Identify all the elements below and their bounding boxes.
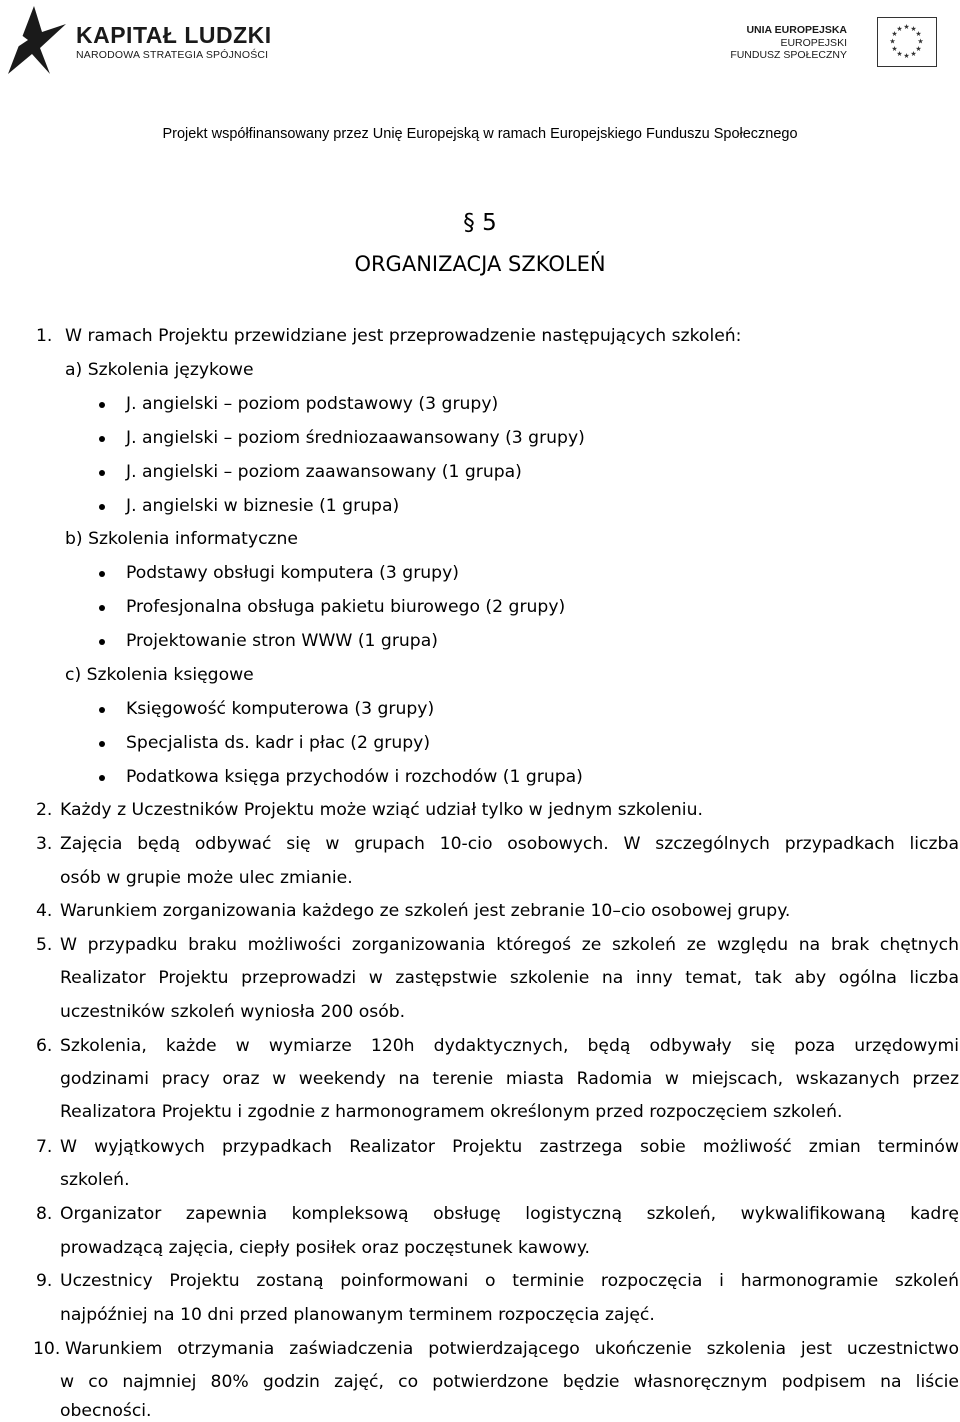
logo-subtitle: NARODOWA STRATEGIA SPÓJNOŚCI	[76, 49, 269, 61]
svg-text:★: ★	[910, 25, 917, 33]
bullet-icon	[99, 775, 105, 781]
kapital-ludzki-logo	[6, 4, 272, 76]
section-number: § 5	[463, 210, 497, 236]
item-number: 3.	[36, 834, 53, 854]
item-text: szkoleń.	[60, 1170, 130, 1190]
item-text: w co najmniej 80% godzin zajęć, co potwierdzone będzie własnoręcznym podpisem na liście	[60, 1372, 959, 1392]
list-item: J. angielski – poziom średniozaawansowany (3 grupy)	[126, 428, 585, 448]
list-item: Projektowanie stron WWW (1 grupa)	[126, 631, 438, 651]
sublist-label: a) Szkolenia językowe	[65, 360, 254, 380]
item-text: Każdy z Uczestników Projektu może wziąć udział tylko w jednym szkoleniu.	[60, 800, 703, 820]
list-item: J. angielski – poziom zaawansowany (1 grupa)	[126, 462, 522, 482]
eu-logo-line3: FUNDUSZ SPOŁECZNY	[730, 49, 847, 61]
item-text: osób w grupie może ulec zmianie.	[60, 868, 353, 888]
bullet-icon	[99, 470, 105, 476]
item-number: 9.	[36, 1271, 53, 1291]
item-number: 5.	[36, 935, 53, 955]
svg-text:★: ★	[903, 23, 910, 31]
svg-text:★: ★	[889, 37, 896, 46]
item-number: 10.	[33, 1339, 61, 1359]
item-text: Szkolenia, każde w wymiarze 120h dydaktycznych, będą odbywały się poza urzędowymi	[60, 1036, 959, 1056]
kapital-ludzki-emblem-icon	[6, 4, 68, 76]
svg-text:★: ★	[910, 50, 917, 58]
list-item: Podatkowa księga przychodów i rozchodów (1 grupa)	[126, 767, 583, 787]
list-item: Profesjonalna obsługa pakietu biurowego (2 grupy)	[126, 597, 566, 617]
eu-logo	[730, 16, 941, 68]
bullet-icon	[99, 605, 105, 611]
project-funding-line: Projekt współfinansowany przez Unię Europejską w ramach Europejskiego Funduszu Społecznego	[162, 126, 798, 142]
list-item: Księgowość komputerowa (3 grupy)	[126, 699, 435, 719]
item-text: W wyjątkowych przypadkach Realizator Projektu zastrzega sobie możliwość zmian terminów	[60, 1137, 959, 1157]
eu-logo-line2: EUROPEJSKI	[780, 37, 847, 49]
item-text: Warunkiem zorganizowania każdego ze szkoleń jest zebranie 10–cio osobowej grupy.	[60, 901, 791, 921]
item-number: 4.	[36, 901, 53, 921]
bullet-icon	[99, 504, 105, 510]
bullet-icon	[99, 402, 105, 408]
logo-title: KAPITAŁ LUDZKI	[76, 22, 272, 48]
svg-text:★: ★	[915, 30, 922, 38]
eu-logo-line1: UNIA EUROPEJSKA	[746, 24, 847, 36]
item-text: Zajęcia będą odbywać się w grupach 10-cio osobowych. W szczególnych przypadkach liczba	[60, 834, 959, 854]
bullet-icon	[99, 571, 105, 577]
item-text: W przypadku braku możliwości zorganizowania któregoś ze szkoleń ze względu na brak chętnych	[60, 935, 959, 955]
svg-text:★: ★	[896, 25, 903, 33]
item-text: Warunkiem otrzymania zaświadczenia potwierdzającego ukończenie szkolenia jest uczestnictwo	[65, 1339, 959, 1359]
section-title: ORGANIZACJA SZKOLEŃ	[354, 252, 606, 276]
item-number: 2.	[36, 800, 53, 820]
list-item: J. angielski w biznesie (1 grupa)	[126, 496, 400, 516]
svg-text:★: ★	[891, 45, 898, 53]
item-number: 7.	[36, 1137, 53, 1157]
list-item: Specjalista ds. kadr i płac (2 grupy)	[126, 733, 431, 753]
item-text: prowadzącą zajęcia, ciepły posiłek oraz poczęstunek kawowy.	[60, 1238, 590, 1258]
item-text: obecności.	[60, 1401, 152, 1421]
item-text: Organizator zapewnia kompleksową obsługę logistyczną szkoleń, wykwalifikowaną kadrę	[60, 1204, 959, 1224]
list-item: J. angielski – poziom podstawowy (3 grupy)	[126, 394, 499, 414]
item-text: Realizatora Projektu i zgodnie z harmonogramem określonym przed rozpoczęciem szkoleń.	[60, 1102, 843, 1122]
bullet-icon	[99, 436, 105, 442]
sublist-label: b) Szkolenia informatyczne	[65, 529, 299, 549]
item-text: uczestników szkoleń wyniosła 200 osób.	[60, 1002, 406, 1022]
item-text: Realizator Projektu przeprowadzi w zastępstwie szkolenie na inny temat, tak aby ogólna liczba	[60, 968, 959, 988]
item-number: 8.	[36, 1204, 53, 1224]
item-text: W ramach Projektu przewidziane jest przeprowadzenie następujących szkoleń:	[65, 326, 742, 346]
svg-text:★: ★	[915, 45, 922, 53]
item-number: 1.	[36, 326, 53, 346]
bullet-icon	[99, 639, 105, 645]
svg-text:★: ★	[896, 50, 903, 58]
sublist-label: c) Szkolenia księgowe	[65, 665, 254, 685]
bullet-icon	[99, 741, 105, 747]
item-text: Uczestnicy Projektu zostaną poinformowani o terminie rozpoczęcia i harmonogramie szkoleń	[60, 1271, 959, 1291]
svg-text:★: ★	[917, 37, 924, 46]
svg-text:★: ★	[891, 30, 898, 38]
list-item: Podstawy obsługi komputera (3 grupy)	[126, 563, 459, 583]
item-number: 6.	[36, 1036, 53, 1056]
item-text: godzinami pracy oraz w weekendy na terenie miasta Radomia w miejscach, wskazanych przez	[60, 1069, 959, 1089]
item-text: najpóźniej na 10 dni przed planowanym terminem rozpoczęcia zajęć.	[60, 1305, 655, 1325]
svg-text:★: ★	[903, 52, 910, 60]
eu-flag-icon	[877, 17, 937, 67]
bullet-icon	[99, 707, 105, 713]
